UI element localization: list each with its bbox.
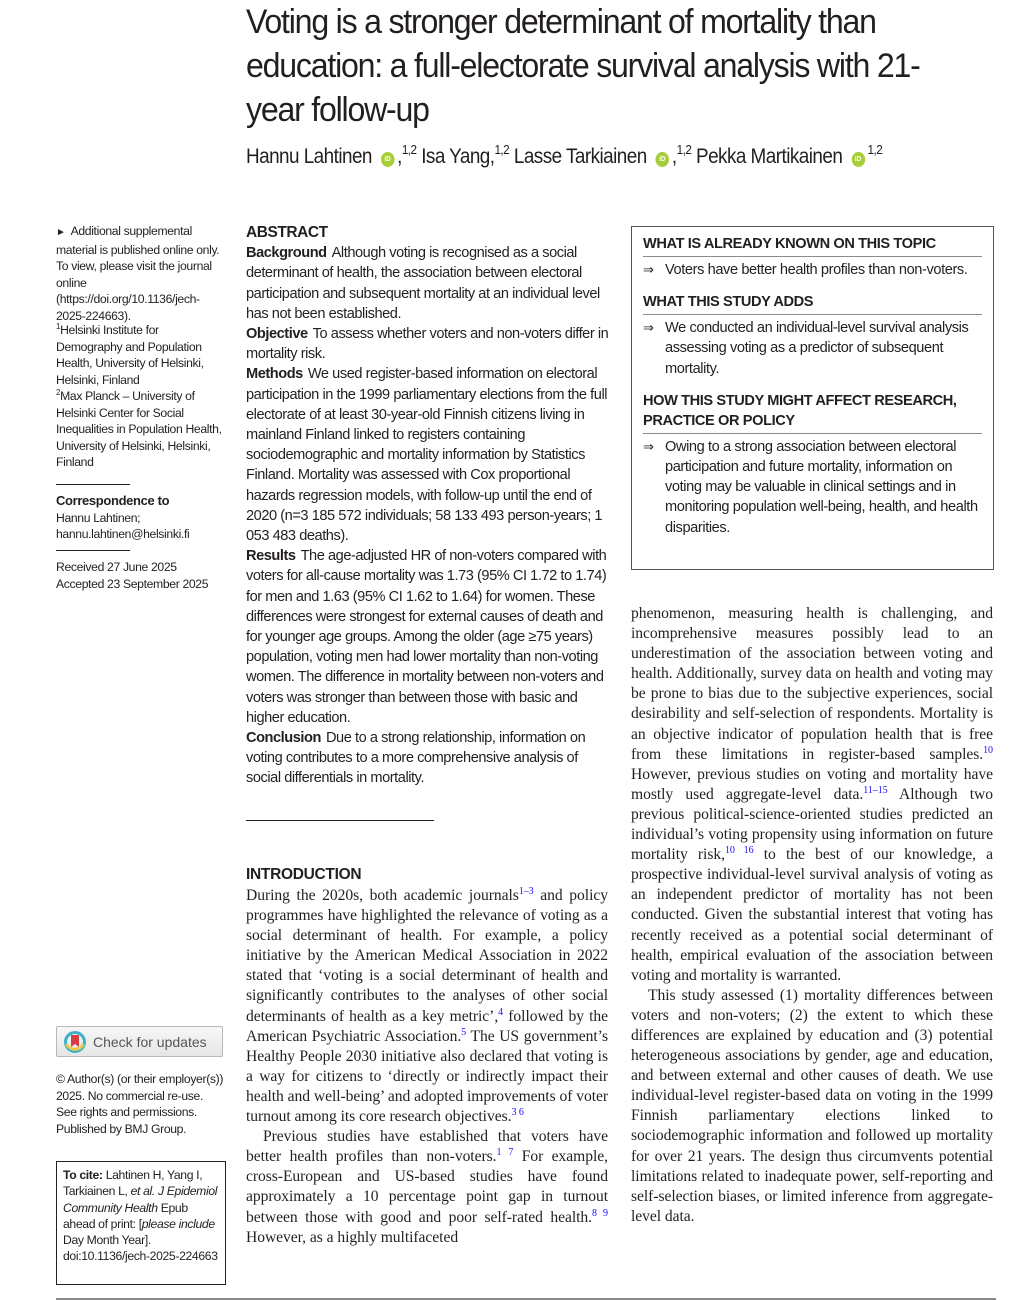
- key-message-item: ⇒ We conducted an individual-level survival analysis assessing voting as a predictor of subsequent mortality.: [643, 318, 982, 379]
- correspondence-name: Hannu Lahtinen;: [56, 510, 141, 525]
- author-affiliation: 1,2: [676, 142, 692, 157]
- abstract-section: Background Although voting is recognised as a social determinant of health, the association between electoral participation and subsequent mortality at an individual level has not been established.: [246, 245, 600, 322]
- double-arrow-icon: ⇒: [643, 320, 654, 336]
- citation-box: To cite: Lahtinen H, Yang I, Tarkiainen L, et al. J Epidemiol Community Health Epub ahead of print: [please include Day Month Year]. doi:10.1136/jech-2025-224663: [56, 1161, 226, 1285]
- citation-link[interactable]: 1–3: [518, 886, 534, 897]
- body-paragraph: This study assessed (1) mortality differences between voters and non-voters; (2) the extent to which these differences are explained by education and (3) potential heterogeneous associations by gender, age and education, and between external and other causes of death. We use individual-level register-based data on voting in the 1999 Finnish parliamentary elections linked to sociodemographic information and followed up mortality for over 21 years. The design thus circumvents potential limitations related to inadequate power, self-reporting and self-selection biases, or limited inference from aggregate-level data.: [631, 986, 993, 1225]
- citation-link[interactable]: 1 7: [496, 1147, 514, 1159]
- divider: [246, 820, 434, 821]
- author-list: Hannu Lahtinen iD ,$^{1,2}$ Isa Yang,$^{1,2}$ Lasse Tarkiainen iD ,$^{1,2}$ Pekka Martikainen iD$^{1,2}$: [246, 142, 883, 168]
- accepted-date: Accepted 23 September 2025: [56, 576, 209, 591]
- body-column-right: [631, 604, 993, 1227]
- key-messages-heading: WHAT IS ALREADY KNOWN ON THIS TOPIC: [643, 234, 982, 257]
- body-paragraph: phenomenon, measuring health is challenging, and incomprehensive measures possibly lead to an underestimation of the association between voting and health. Additionally, survey data on health and voting may be prone to bias due to the subjective experiences, social desirability and self-selection of respondents. Mortality is an objective indicator of population health that is free from these limitations in register-based samples.$^{10}$ However, previous studies on voting and mortality have mostly used aggregate-level data.$^{11-15}$ Although two previous political-science-oriented studies predicted an individual’s voting propensity using information on future mortality risk,$^{10 16}$ to the best of our knowledge, a prospective individual-level survival analysis of voting as an independent predictor of mortality has not been conducted. Given the substantial interest that voting has recently received as a potential social determinant of health, empirical evaluation of the association between voting and mortality is warranted.: [631, 605, 993, 984]
- author-affiliation: 1,2: [494, 142, 510, 157]
- correspondence-email[interactable]: hannu.lahtinen@helsinki.fi: [56, 527, 190, 541]
- affiliation-item: $^2$Max Planck – University of Helsinki Center for Social Inequalities in Population Health, University of Helsinki, Helsinki, Finland: [56, 388, 222, 469]
- citation-link[interactable]: 10 16: [724, 845, 754, 857]
- abstract-section: Objective To assess whether voters and non-voters differ in mortality risk.: [246, 326, 609, 363]
- abstract: [246, 223, 610, 789]
- body-paragraph: Previous studies have established that voters have better health profiles than non-voters.$^{1 7}$ For example, cross-European and US-based studies have found approximately a 10 percentage point gap in turnout between those with good and poor self-rated health.$^{8 9}$ However, as a highly multifaceted: [246, 1128, 608, 1246]
- key-message-item: ⇒ Owing to a strong association between electoral participation and future mortality, information on voting may be valuable in clinical settings and in monitoring population well-being, health, and health disparities.: [643, 437, 982, 538]
- double-arrow-icon: ⇒: [643, 438, 654, 454]
- cite-label: To cite:: [63, 1168, 103, 1182]
- author-name[interactable]: Lasse Tarkiainen: [513, 145, 647, 168]
- introduction-column: [246, 864, 608, 1248]
- author-name[interactable]: Pekka Martikainen: [696, 145, 843, 168]
- check-for-updates-button[interactable]: [56, 1026, 223, 1057]
- article-dates: [56, 559, 224, 592]
- supplemental-text[interactable]: Additional supplemental material is published online only. To view, please visit the journal online (https://doi.org/10.1136/jech-2025-224663).: [56, 224, 220, 323]
- abstract-section: Methods We used register-based information on electoral participation in the 1999 parliamentary elections from the full electorate of at least 30-year-old Finnish citizens living in mainland Finland linked to registers containing sociodemographic and mortality information by Statistics Finland. Mortality was assessed with Cox proportional hazards regression models, with follow-up until the end of 2020 (n=3 185 572 individuals; 58 133 493 person-years; 1 053 483 deaths).: [246, 366, 608, 545]
- citation-link[interactable]: 4: [498, 1006, 504, 1018]
- citation-link[interactable]: 5: [461, 1026, 467, 1038]
- key-messages-heading: HOW THIS STUDY MIGHT AFFECT RESEARCH, PRACTICE OR POLICY: [643, 391, 982, 434]
- divider: [56, 484, 130, 485]
- author-affiliation: 1,2: [401, 142, 417, 157]
- introduction-heading: INTRODUCTION: [246, 866, 362, 883]
- author-affiliation: 1,2: [867, 142, 883, 157]
- key-messages-box: [631, 226, 994, 570]
- triangle-bullet-icon: ►: [56, 227, 66, 238]
- abstract-section: Results The age-adjusted HR of non-voters compared with voters for all-cause mortality was 1.73 (95% CI 1.72 to 1.74) for men and 1.63 (95% CI 1.62 to 1.64) for women. These differences were strongest for external causes of death and for younger age groups. Among the older (age ≥75 years) population, voting men had lower mortality than non-voting women. The difference in mortality between non-voters and voters was stronger than between those with basic and higher education.: [246, 548, 607, 726]
- double-arrow-icon: ⇒: [643, 262, 654, 277]
- crossmark-icon: [63, 1030, 87, 1054]
- correspondence: [56, 493, 224, 543]
- author-name[interactable]: Isa Yang,: [421, 145, 495, 168]
- copyright-notice: © Author(s) (or their employer(s)) 2025. No commercial re-use. See rights and permissions. Published by BMJ Group.: [56, 1072, 224, 1136]
- orcid-icon[interactable]: iD: [851, 152, 865, 167]
- author-name[interactable]: Hannu Lahtinen: [246, 145, 372, 168]
- abstract-heading: ABSTRACT: [246, 224, 328, 241]
- affiliation-item: $^1$Helsinki Institute for Demography and Population Health, University of Helsinki, Helsinki, Finland: [56, 322, 204, 387]
- affiliations: [56, 322, 224, 471]
- citation-link[interactable]: 10: [983, 744, 993, 756]
- citation-link[interactable]: 11–15: [863, 784, 888, 796]
- citation-link[interactable]: 8 9: [592, 1207, 608, 1219]
- orcid-icon[interactable]: iD: [656, 152, 670, 167]
- supplemental-note: [56, 223, 224, 324]
- key-messages-heading: WHAT THIS STUDY ADDS: [643, 292, 982, 315]
- article-title: Voting is a stronger determinant of mortality than education: a full-electorate survival analysis with 21-year follow-up: [246, 3, 920, 129]
- body-paragraph: During the 2020s, both academic journals$^{1-3}$ and policy programmes have highlighted the relevance of voting as a social determinant of health. For example, a policy initiative by the American Medical Association in 2022 stated that ‘voting is a social determinant of health and significantly contributes to the analyses of other social determinants of health as a key metric’,$^4$ followed by the American Psychiatric Association.$^5$ The US government’s Healthy People 2030 initiative also declared that voting is a way for citizens to ‘directly or indirectly impact their health and well-being’ and adopted improvements of voter turnout among its core research objectives.$^{3 6}$: [246, 886, 608, 1126]
- key-message-item: ⇒ Voters have better health profiles than non-voters.: [643, 260, 982, 280]
- abstract-section: Conclusion Due to a strong relationship, information on voting contributes to a more comprehensive analysis of social differentials in mortality.: [246, 730, 586, 787]
- citation-link[interactable]: 3 6: [511, 1107, 524, 1119]
- check-updates-label: Check for updates: [93, 1033, 207, 1050]
- orcid-icon[interactable]: iD: [381, 152, 395, 167]
- received-date: Received 27 June 2025: [56, 560, 177, 574]
- correspondence-label: Correspondence to: [56, 493, 170, 508]
- divider: [56, 550, 130, 551]
